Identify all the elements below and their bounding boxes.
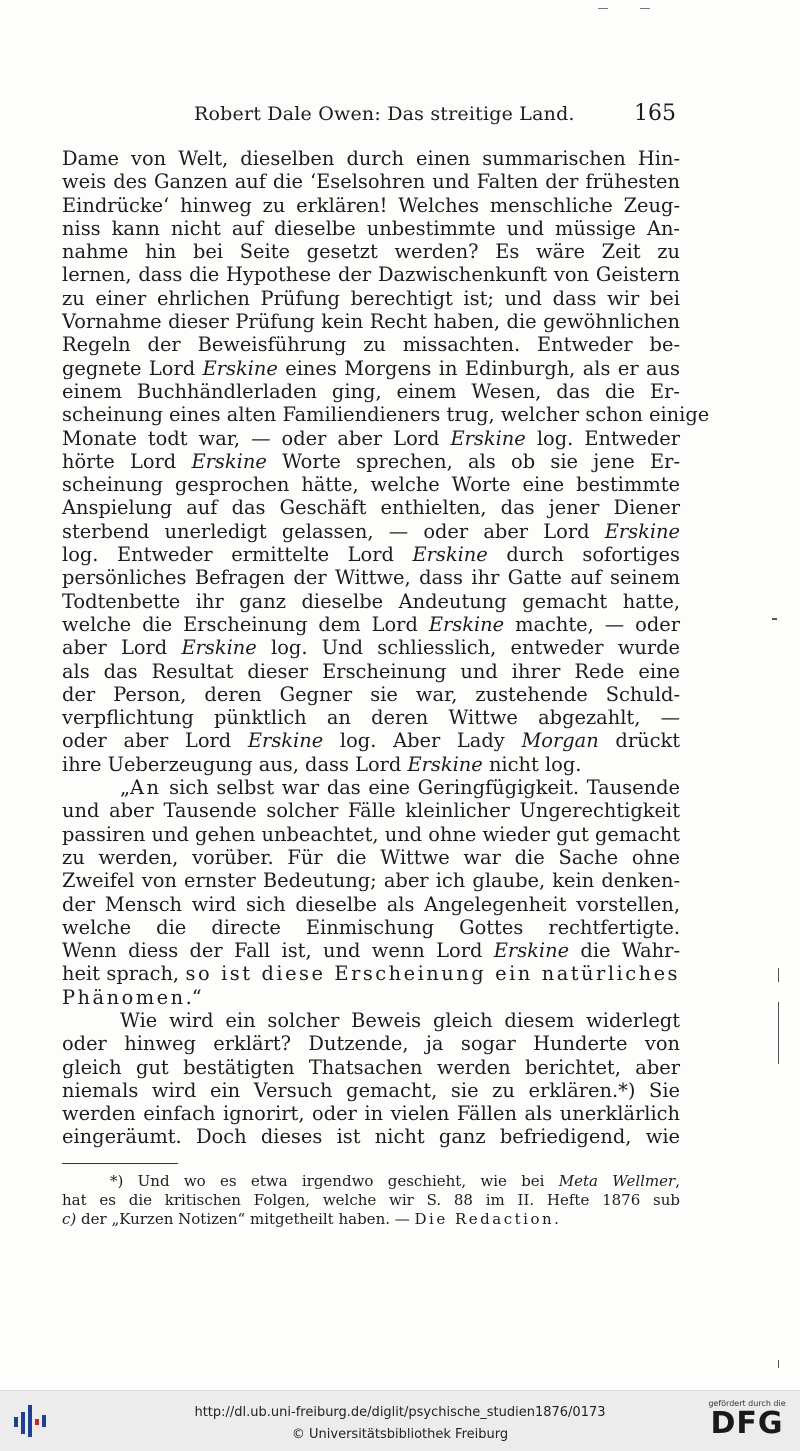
text-segment: Regeln der Beweisführung zu missachten. Entweder be- bbox=[62, 333, 680, 357]
text-line bbox=[62, 753, 680, 776]
italic-text: Morgan bbox=[521, 729, 599, 753]
spaced-emphasis-text: An bbox=[130, 776, 162, 800]
text-line bbox=[62, 310, 680, 333]
text-segment: die Wahr- bbox=[569, 939, 680, 963]
text-segment: sterbend unerledigt gelassen, — oder aber Lord bbox=[62, 519, 605, 543]
text-segment: scheinung eines alten Familiendieners trug, welcher schon einige bbox=[62, 403, 710, 427]
text-segment: weis des Ganzen auf die ‘Eselsohren und Falten der frühesten bbox=[62, 170, 680, 194]
italic-text: Erskine bbox=[428, 612, 505, 636]
footnotes bbox=[62, 1172, 680, 1229]
text-line bbox=[62, 660, 680, 683]
text-segment: Anspielung auf das Geschäft enthielten, das jener Diener bbox=[62, 496, 680, 520]
text-segment: Zweifel von ernster Bedeutung; aber ich glaube, kein denken- bbox=[62, 869, 680, 893]
text-line bbox=[62, 1125, 680, 1148]
spaced-emphasis-text: so ist diese Erscheinung ein natürliches bbox=[185, 962, 680, 986]
spaced-emphasis-text: Die Redaction bbox=[414, 1210, 555, 1228]
text-segment: niemals wird ein Versuch gemacht, sie zu erklären.*) Sie bbox=[62, 1078, 680, 1102]
text-segment: hörte Lord bbox=[62, 449, 192, 473]
footnote-line bbox=[62, 1172, 680, 1191]
text-line bbox=[62, 1032, 680, 1055]
text-segment: eines Morgens in Edinburgh, als er aus bbox=[277, 356, 680, 380]
text-segment: oder aber Lord bbox=[62, 729, 248, 753]
text-segment: „ bbox=[120, 776, 131, 800]
viewer-footer bbox=[0, 1390, 800, 1451]
document-url-link[interactable]: http://dl.ub.uni-freiburg.de/diglit/psychische_studien1876/0173 bbox=[194, 1405, 606, 1420]
text-segment: passiren und gehen unbeachtet, und ohne wieder gut gemacht bbox=[62, 822, 680, 846]
text-segment: einem Buchhändlerladen ging, einem Wesen, das die Er- bbox=[62, 379, 680, 403]
text-line bbox=[62, 1009, 680, 1032]
text-line bbox=[62, 333, 680, 356]
text-segment: , bbox=[675, 1172, 680, 1190]
text-line bbox=[62, 962, 680, 985]
italic-text: Erskine bbox=[493, 939, 570, 963]
text-segment: durch sofortiges bbox=[487, 543, 680, 567]
text-line bbox=[62, 776, 680, 799]
text-line bbox=[62, 636, 680, 659]
italic-text: Meta Wellmer bbox=[558, 1172, 676, 1190]
text-segment: welche die directe Einmischung Gottes rechtfertigte. bbox=[62, 915, 680, 939]
text-segment: drückt bbox=[598, 729, 680, 753]
text-segment: heit sprach, bbox=[62, 962, 186, 986]
text-line bbox=[62, 706, 680, 729]
text-segment: aber Lord bbox=[62, 636, 182, 660]
text-line bbox=[62, 916, 680, 939]
text-segment: Wenn diess der Fall ist, und wenn Lord bbox=[62, 939, 494, 963]
text-segment: Eindrücke‘ hinweg zu erklären! Welches menschliche Zeug- bbox=[62, 193, 680, 217]
text-line bbox=[62, 240, 680, 263]
text-line bbox=[62, 799, 680, 822]
text-segment: oder hinweg erklärt? Dutzende, ja sogar Hunderte von bbox=[62, 1032, 680, 1056]
text-segment: sich selbst war das eine Geringfügigkeit. Tausende bbox=[161, 776, 680, 800]
text-segment: scheinung gesprochen hätte, welche Worte eine bestimmte bbox=[62, 473, 680, 497]
text-segment: der „Kurzen Notizen“ mitgetheilt haben. — bbox=[76, 1210, 415, 1228]
text-line bbox=[62, 1079, 680, 1102]
sponsor-caption: gefördert durch die bbox=[708, 1399, 786, 1408]
text-line bbox=[62, 613, 680, 636]
text-line bbox=[62, 566, 680, 589]
text-segment: der Mensch wird sich dieselbe als Angelegenheit vorstellen, bbox=[62, 892, 680, 916]
text-line bbox=[62, 194, 680, 217]
text-segment: eingeräumt. Doch dieses ist nicht ganz befriedigend, wie bbox=[62, 1125, 680, 1149]
text-line bbox=[62, 287, 680, 310]
text-segment: Monate todt war, — oder aber Lord bbox=[62, 426, 451, 450]
text-segment: als das Resultat dieser Erscheinung und ihrer Rede eine bbox=[62, 659, 680, 683]
text-segment: persönliches Befragen der Wittwe, dass ihr Gatte auf seinem bbox=[62, 566, 680, 590]
text-line bbox=[62, 380, 680, 403]
text-segment: welche die Erscheinung dem Lord bbox=[62, 612, 429, 636]
text-segment: machte, — oder bbox=[504, 612, 680, 636]
italic-text: Erskine bbox=[604, 519, 680, 543]
dfg-sponsor-logo bbox=[704, 1399, 790, 1445]
page-header bbox=[62, 101, 680, 131]
running-title: Robert Dale Owen: Das streitige Land. bbox=[194, 103, 575, 125]
text-line bbox=[62, 939, 680, 962]
text-segment: gleich gut bestätigten Thatsachen werden berichtet, aber bbox=[62, 1055, 680, 1079]
footnote-rule bbox=[62, 1163, 178, 1164]
copyright-notice: © Universitätsbibliothek Freiburg bbox=[291, 1427, 509, 1442]
text-segment: werden einfach ignorirt, oder in vielen Fällen als unerklärlich bbox=[62, 1102, 680, 1126]
text-segment: log. Aber Lady bbox=[323, 729, 522, 753]
text-line bbox=[62, 846, 680, 869]
text-segment: Worte sprechen, als ob sie jene Er- bbox=[266, 449, 680, 473]
text-segment: *) Und wo es etwa irgendwo geschieht, wie bei bbox=[110, 1172, 559, 1190]
text-segment: . bbox=[554, 1210, 559, 1228]
italic-text: Erskine bbox=[202, 356, 278, 380]
text-segment: log. Entweder bbox=[525, 426, 680, 450]
text-line bbox=[62, 986, 680, 1009]
text-line bbox=[62, 869, 680, 892]
text-line bbox=[62, 823, 680, 846]
footnote-line bbox=[62, 1210, 680, 1229]
text-segment: der Person, deren Gegner sie war, zustehende Schuld- bbox=[62, 682, 680, 706]
italic-text: Erskine bbox=[450, 426, 526, 450]
text-line bbox=[62, 590, 680, 613]
italic-text: c) bbox=[62, 1210, 77, 1228]
text-segment: verpflichtung pünktlich an deren Wittwe abgezahlt, — bbox=[62, 706, 680, 730]
text-segment: ihre Ueberzeugung aus, dass Lord bbox=[62, 752, 408, 776]
text-line bbox=[62, 1102, 680, 1125]
italic-text: Erskine bbox=[247, 729, 324, 753]
text-line bbox=[62, 893, 680, 916]
text-segment: zu werden, vorüber. Für die Wittwe war die Sache ohne bbox=[62, 845, 680, 869]
text-line bbox=[62, 520, 680, 543]
text-segment: nicht log. bbox=[482, 752, 582, 776]
text-line bbox=[62, 217, 680, 240]
text-line bbox=[62, 263, 680, 286]
text-line bbox=[62, 357, 680, 380]
text-segment: niss kann nicht auf dieselbe unbestimmte und müssige An- bbox=[62, 216, 680, 240]
text-line bbox=[62, 403, 710, 427]
text-segment: .“ bbox=[185, 985, 202, 1009]
page-number: 165 bbox=[634, 101, 676, 126]
text-line bbox=[62, 473, 680, 496]
text-line bbox=[62, 543, 680, 566]
text-segment: log. Entweder ermittelte Lord bbox=[62, 543, 413, 567]
text-line bbox=[62, 1056, 680, 1079]
spaced-emphasis-text: Phänomen bbox=[62, 985, 186, 1009]
text-segment: nahme hin bei Seite gesetzt werden? Es wäre Zeit zu bbox=[62, 240, 680, 264]
text-segment: gegnete Lord bbox=[62, 356, 203, 380]
italic-text: Erskine bbox=[407, 752, 483, 776]
text-line bbox=[62, 683, 680, 706]
text-line bbox=[62, 496, 680, 519]
text-line bbox=[62, 729, 680, 752]
body-text bbox=[62, 147, 710, 1149]
text-line bbox=[62, 170, 680, 193]
text-segment: hat es die kritischen Folgen, welche wir S. 88 im II. Hefte 1876 sub bbox=[62, 1191, 680, 1209]
text-segment: Vornahme dieser Prüfung kein Recht haben, die gewöhnlichen bbox=[62, 310, 680, 334]
text-line bbox=[62, 450, 680, 473]
dfg-logo-text: DFG bbox=[710, 1406, 784, 1441]
italic-text: Erskine bbox=[181, 636, 257, 660]
footnote-line bbox=[62, 1191, 680, 1210]
text-segment: Dame von Welt, dieselben durch einen summarischen Hin- bbox=[62, 147, 680, 170]
text-segment: zu einer ehrlichen Prüfung berechtigt ist; und dass wir bei bbox=[62, 286, 680, 310]
text-segment: Wie wird ein solcher Beweis gleich diesem widerlegt bbox=[120, 1008, 680, 1032]
text-segment: Todtenbette ihr ganz dieselbe Andeutung gemacht hatte, bbox=[62, 589, 680, 613]
text-line bbox=[62, 147, 680, 170]
italic-text: Erskine bbox=[191, 449, 267, 473]
text-segment: und aber Tausende solcher Fälle kleinlicher Ungerechtigkeit bbox=[62, 799, 680, 823]
italic-text: Erskine bbox=[412, 543, 488, 567]
text-segment: lernen, dass die Hypothese der Dazwischenkunft von Geistern bbox=[62, 263, 680, 287]
text-segment: log. Und schliesslich, entweder wurde bbox=[256, 636, 680, 660]
text-line bbox=[62, 427, 680, 450]
